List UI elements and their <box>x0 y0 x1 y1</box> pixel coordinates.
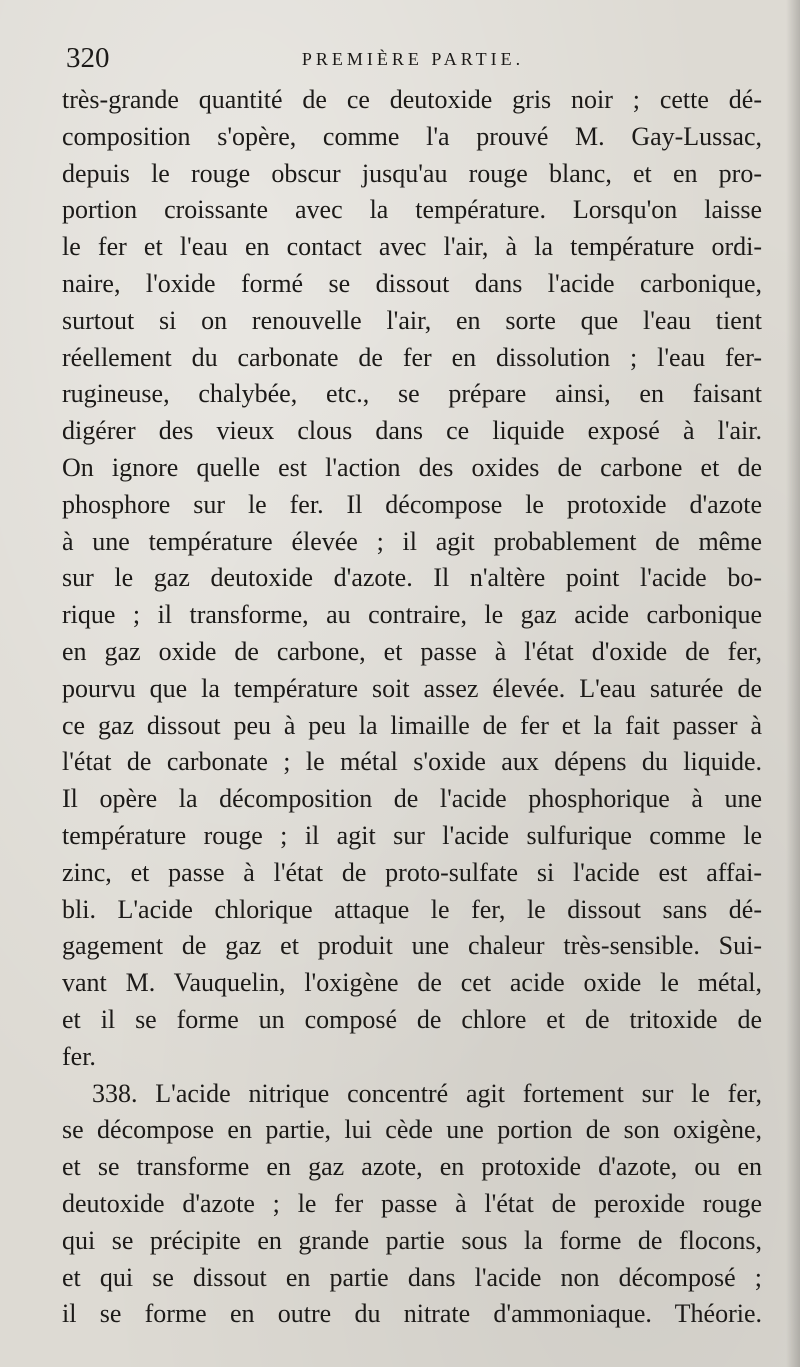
page-edge-shadow <box>786 0 800 1367</box>
text-line: température rouge ; il agit sur l'acide sulfurique comme le <box>62 820 762 850</box>
text-line: l'état de carbonate ; le métal s'oxide aux dépens du liquide. <box>62 747 762 777</box>
text-line: réellement du carbonate de fer en dissolution ; l'eau fer- <box>62 342 762 372</box>
text-line: digérer des vieux clous dans ce liquide exposé à l'air. <box>62 416 762 446</box>
text-line: et qui se dissout en partie dans l'acide non décomposé ; <box>62 1262 762 1292</box>
text-line: On ignore quelle est l'action des oxides de carbone et de <box>62 452 762 482</box>
text-line: phosphore sur le fer. Il décompose le protoxide d'azote <box>62 489 762 519</box>
text-line: surtout si on renouvelle l'air, en sorte que l'eau tient <box>62 305 762 335</box>
text-line: depuis le rouge obscur jusqu'au rouge blanc, et en pro- <box>62 158 762 188</box>
text-line: rique ; il transforme, au contraire, le gaz acide carbonique <box>62 600 762 630</box>
text-line: zinc, et passe à l'état de proto-sulfate si l'acide est affai- <box>62 857 762 887</box>
text-line: portion croissante avec la température. Lorsqu'on laisse <box>62 195 762 225</box>
text-line: ce gaz dissout peu à peu la limaille de fer et la fait passer à <box>62 710 762 740</box>
page-number: 320 <box>66 42 110 74</box>
text-line: rugineuse, chalybée, etc., se prépare ainsi, en faisant <box>62 379 762 409</box>
text-line: deutoxide d'azote ; le fer passe à l'état de peroxide rouge <box>62 1188 762 1218</box>
text-line: naire, l'oxide formé se dissout dans l'acide carbonique, <box>62 268 762 298</box>
text-line: et il se forme un composé de chlore et de tritoxide de <box>62 1004 762 1034</box>
text-line: et se transforme en gaz azote, en protoxide d'azote, ou en <box>62 1152 762 1182</box>
text-line: fer. <box>62 1041 96 1071</box>
page-header <box>66 40 760 80</box>
running-title: PREMIÈRE PARTIE. <box>301 49 525 69</box>
body-text <box>62 82 762 1333</box>
text-line: en gaz oxide de carbone, et passe à l'état d'oxide de fer, <box>62 636 762 666</box>
text-line: vant M. Vauquelin, l'oxigène de cet acide oxide le métal, <box>62 968 762 998</box>
text-line: qui se précipite en grande partie sous la forme de flocons, <box>62 1225 762 1255</box>
paragraph-338-start: 338. L'acide nitrique concentré agit fortement sur le fer, <box>92 1078 762 1108</box>
text-line: à une température élevée ; il agit probablement de même <box>62 526 762 556</box>
text-line: sur le gaz deutoxide d'azote. Il n'altère point l'acide bo- <box>62 563 762 593</box>
text-line: il se forme en outre du nitrate d'ammoniaque. Théorie. <box>62 1299 762 1329</box>
text-line: gagement de gaz et produit une chaleur très-sensible. Sui- <box>62 931 762 961</box>
text-line: bli. L'acide chlorique attaque le fer, le dissout sans dé- <box>62 894 762 924</box>
text-line: Il opère la décomposition de l'acide phosphorique à une <box>62 784 762 814</box>
text-line: composition s'opère, comme l'a prouvé M. Gay-Lussac, <box>62 121 762 151</box>
text-line: pourvu que la température soit assez élevée. L'eau saturée de <box>62 673 762 703</box>
text-line: le fer et l'eau en contact avec l'air, à la température ordi- <box>62 232 762 262</box>
text-line: se décompose en partie, lui cède une portion de son oxigène, <box>62 1115 762 1145</box>
text-line: très-grande quantité de ce deutoxide gris noir ; cette dé- <box>62 85 762 114</box>
